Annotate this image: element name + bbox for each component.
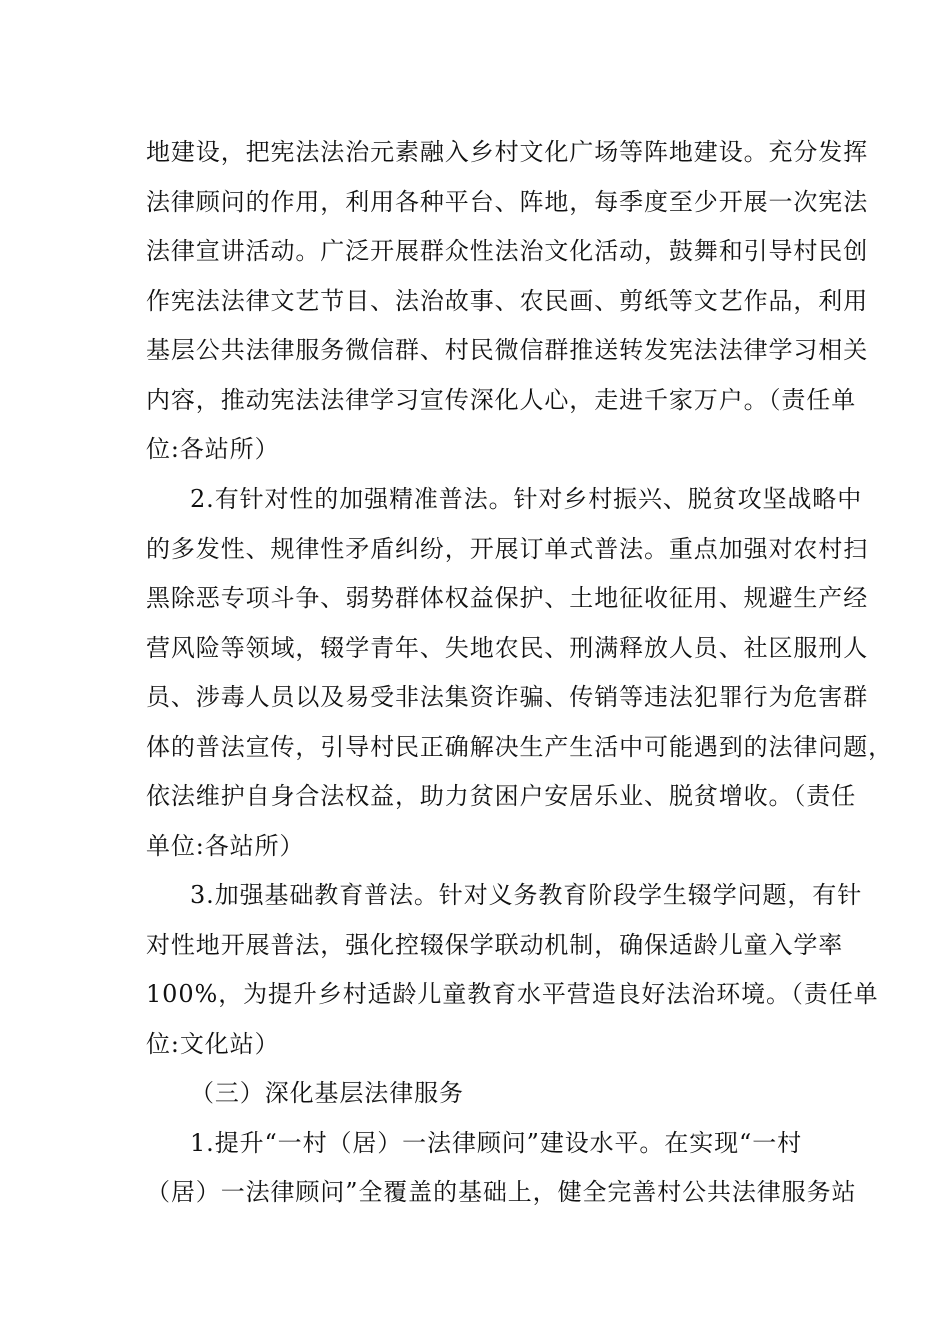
text-line: 作宪法法律文艺节目、法治故事、农民画、剪纸等文艺作品，利用 (146, 287, 869, 315)
text-line: 依法维护自身合法权益，助力贫困户安居乐业、脱贫增收。（责任 (146, 782, 857, 810)
section-heading: （三）深化基层法律服务 (190, 1079, 464, 1107)
text-line: （居）一法律顾问”全覆盖的基础上，健全完善村公共法律服务站 (146, 1178, 857, 1206)
text-line: 基层公共法律服务微信群、村民微信群推送转发宪法法律学习相关 (146, 336, 869, 364)
text-line: 位:各站所） (146, 435, 280, 463)
text-line: 法律顾问的作用，利用各种平台、阵地，每季度至少开展一次宪法 (146, 188, 869, 216)
paragraph-start: 3.加强基础教育普法。针对义务教育阶段学生辍学问题，有针 (190, 881, 863, 909)
paragraph-start: 1.提升“一村（居）一法律顾问”建设水平。在实现“一村 (190, 1129, 803, 1157)
text-line: 的多发性、规律性矛盾纠纷，开展订单式普法。重点加强对农村扫 (146, 535, 869, 563)
text-line: 单位:各站所） (146, 832, 305, 860)
text-line: 地建设，把宪法法治元素融入乡村文化广场等阵地建设。充分发挥 (146, 138, 869, 166)
text-line: 营风险等领域，辍学青年、失地农民、刑满释放人员、社区服刑人 (146, 634, 869, 662)
paragraph-start: 2.有针对性的加强精准普法。针对乡村振兴、脱贫攻坚战略中 (190, 485, 863, 513)
text-line: 对性地开展普法，强化控辍保学联动机制，确保适龄儿童入学率 (146, 931, 844, 959)
text-line: 黑除恶专项斗争、弱势群体权益保护、土地征收征用、规避生产经 (146, 584, 869, 612)
text-line: 员、涉毒人员以及易受非法集资诈骗、传销等违法犯罪行为危害群 (146, 683, 869, 711)
text-line: 位:文化站） (146, 1030, 280, 1058)
text-line: 内容，推动宪法法律学习宣传深化人心，走进千家万户。（责任单 (146, 386, 857, 414)
text-line: 法律宣讲活动。广泛开展群众性法治文化活动，鼓舞和引导村民创 (146, 237, 869, 265)
text-line: 体的普法宣传，引导村民正确解决生产生活中可能遇到的法律问题， (146, 733, 893, 761)
text-line: 100%，为提升乡村适龄儿童教育水平营造良好法治环境。（责任单 (146, 980, 879, 1008)
